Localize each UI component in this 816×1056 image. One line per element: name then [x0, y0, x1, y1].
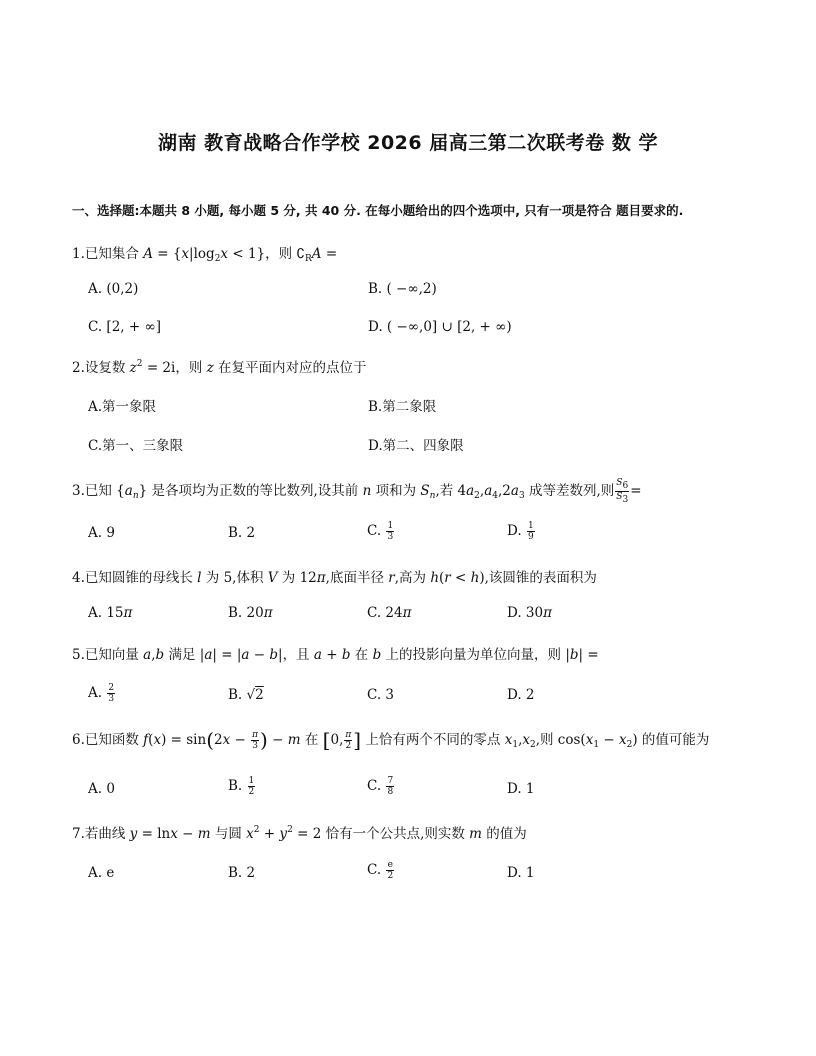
- option-1b: B. ( −∞,2): [368, 281, 437, 297]
- option-3a: A. 9: [88, 525, 115, 541]
- option-2b: B.第二象限: [368, 399, 437, 415]
- option-5a: A. $\frac{2}{3}$: [88, 683, 115, 704]
- question-2: 2.设复数 $z^2 = 2i$，则 z 在复平面内对应的点位于: [72, 359, 367, 376]
- option-7b: B. 2: [228, 865, 256, 881]
- option-7a: A. e: [88, 865, 115, 881]
- option-6c: C. $\frac{7}{8}$: [367, 776, 394, 797]
- option-6b: B. $\frac{1}{2}$: [228, 776, 255, 797]
- option-4b: B. 20π: [228, 605, 273, 621]
- option-4c: C. 24π: [367, 605, 412, 621]
- option-1d: D. ( −∞,0] ∪ [2, + ∞): [368, 319, 512, 335]
- section-header: 一、选择题:本题共 8 小题, 每小题 5 分, 共 40 分. 在每小题给出的四个选项中, 只有一项是符合 题目要求的.: [72, 203, 684, 218]
- option-2d: D.第二、四象限: [368, 438, 464, 454]
- option-3b: B. 2: [228, 525, 256, 541]
- question-4: 4.已知圆锥的母线长 l 为 5,体积 V 为 12π,底面半径 r,高为 h(r < h),该圆锥的表面积为: [72, 570, 597, 586]
- question-7: 7.若曲线 y = lnx − m 与圆 $x^2 + y^2 = 2$ 恰有一个公共点,则实数 m 的值为: [72, 825, 527, 842]
- option-3c: C. $\frac{1}{3}$: [367, 521, 394, 542]
- option-7c: C. $\frac{e}{2}$: [367, 860, 394, 881]
- option-6d: D. 1: [507, 781, 535, 797]
- option-7d: D. 1: [507, 865, 535, 881]
- option-6a: A. 0: [88, 781, 115, 797]
- option-4d: D. 30π: [507, 605, 552, 621]
- option-5b: B. √2: [228, 687, 264, 703]
- option-2a: A.第一象限: [88, 399, 157, 415]
- option-2c: C.第一、三象限: [88, 438, 184, 454]
- option-1a: A. (0,2): [88, 281, 139, 297]
- question-6: 6.已知函数 f(x) = sin(2x − $\frac{\pi}{3}$ ) − m 在 [0, $\frac{\pi}{2}$ ] 上恰有两个不同的零点 $x_1,x_2$,则 $\cos(x_1 - x_2)$ 的值可能为: [72, 728, 710, 752]
- option-5d: D. 2: [507, 687, 535, 703]
- question-1: 1.已知集合 $A = \{x|\log_2x < 1\}$，则 $∁_RA$ =: [72, 246, 338, 264]
- option-4a: A. 15π: [88, 605, 133, 621]
- question-3: 3.已知 $\{a_n\}$ 是各项均为正数的等比数列,设其前 n 项和为 $S_n$,若 $4a_2,a_4,2a_3$ 成等差数列,则 $\frac{S_6}{S_3}$ =: [72, 478, 642, 505]
- question-5: 5.已知向量 a,b 满足 |a| = |a − b|，且 a + b 在 b 上的投影向量为单位向量，则 |b| =: [72, 647, 599, 663]
- page-title: 湖南 教育战略合作学校 2026 届高三第二次联考卷 数 学: [158, 132, 658, 154]
- option-5c: C. 3: [367, 687, 395, 703]
- question-number: 1.: [72, 246, 85, 262]
- option-1c: C. [2, + ∞]: [88, 319, 161, 335]
- option-3d: D. $\frac{1}{9}$: [507, 521, 534, 542]
